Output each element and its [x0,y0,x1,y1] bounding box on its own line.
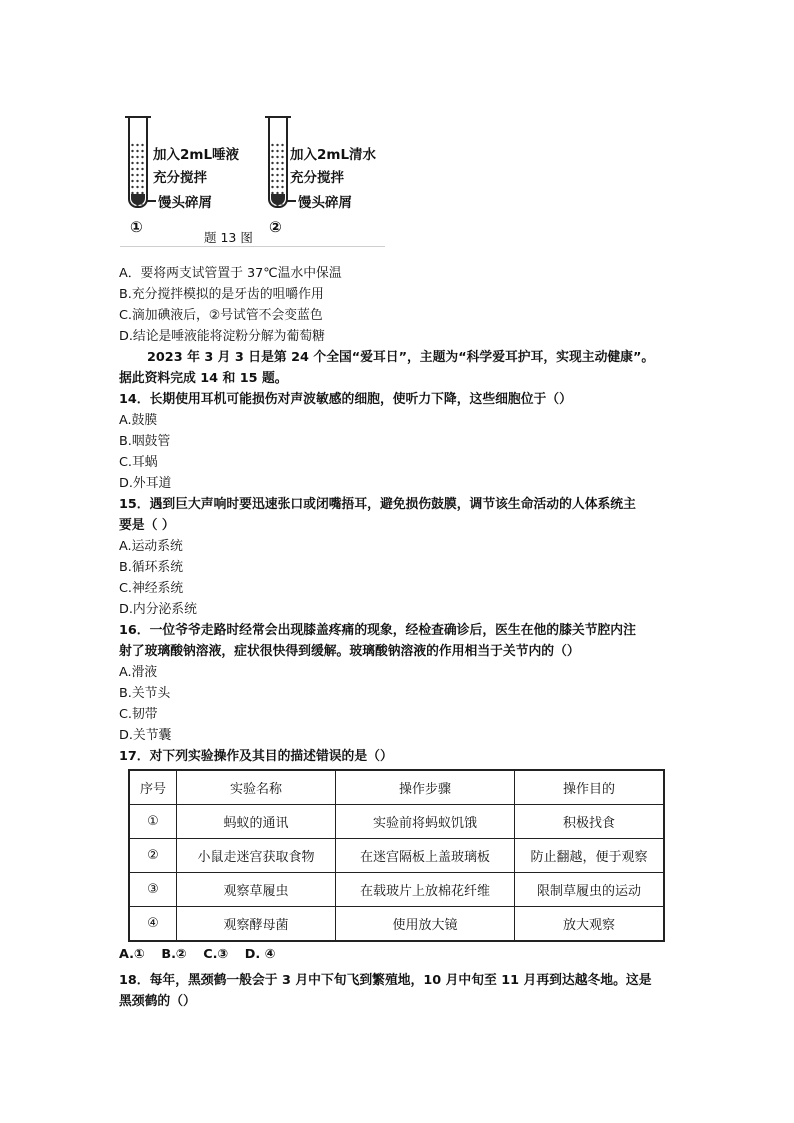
tube-2-rim [265,116,291,118]
q18-stem-line-1: 18．每年，黑颈鹤一般会于 3 月中下旬飞到繁殖地，10 月中旬至 11 月再到达越冬地。这是 [119,973,652,988]
q18-stem-line-2: 黑颈鹤的（） [119,994,196,1009]
cell-purpose: 放大观察 [515,907,665,942]
q15-stem-line-2: 要是（ ） [119,518,175,533]
tube-1-label-1: 加入2mL唾液 [153,147,240,163]
q13-option-b: B.充分搅拌模拟的是牙齿的咀嚼作用 [119,287,324,302]
test-tube-1 [128,118,148,208]
tube-1-number: ① [130,218,143,236]
q16-option-c: C.韧带 [119,707,158,722]
q13-option-a: A．要将两支试管置于 37℃温水中保温 [119,266,342,281]
cell-experiment-name: 观察酵母菌 [177,907,336,942]
cell-index: ④ [129,907,177,942]
tube-2-label-2: 充分搅拌 [290,170,344,186]
q16-stem-line-1: 16．一位爷爷走路时经常会出现膝盖疼痛的现象，经检查确诊后，医生在他的膝关节腔内注 [119,623,636,638]
cell-purpose: 积极找食 [515,805,665,839]
intro-line-1: 2023 年 3 月 3 日是第 24 个全国“爱耳日”，主题为“科学爱耳护耳，实现主动健康”。 [147,350,655,365]
q17-stem: 17．对下列实验操作及其目的描述错误的是（） [119,749,393,764]
tube-2-number: ② [269,218,282,236]
tube-2-label-1: 加入2mL清水 [290,147,377,163]
q16-stem-line-2: 射了玻璃酸钠溶液，症状很快得到缓解。玻璃酸钠溶液的作用相当于关节内的（） [119,644,580,659]
q18-block [119,970,679,1012]
q15-option-b: B.循环系统 [119,560,184,575]
q17-option-c: C.③ [203,947,229,962]
cell-procedure: 实验前将蚂蚁饥饿 [336,805,515,839]
q16-option-a: A.滑液 [119,665,158,680]
header-purpose: 操作目的 [515,770,665,805]
tube-1-label-2: 充分搅拌 [153,170,207,186]
table-row [129,873,664,907]
q14-option-c: C.耳蜗 [119,455,158,470]
header-procedure: 操作步骤 [336,770,515,805]
figure-13 [120,108,390,248]
cell-index: ② [129,839,177,873]
q15-stem-line-1: 15．遇到巨大声响时要迅速张口或闭嘴捂耳，避免损伤鼓膜，调节该生命活动的人体系统主 [119,497,636,512]
q13-option-c: C.滴加碘液后，②号试管不会变蓝色 [119,308,323,323]
table-row [129,805,664,839]
q17-option-a: A.① [119,947,145,962]
q14-option-d: D.外耳道 [119,476,172,491]
tube-2-label-3: 馒头碎屑 [298,195,352,211]
cell-index: ① [129,805,177,839]
tube-1-rim [125,116,151,118]
cell-experiment-name: 蚂蚁的通讯 [177,805,336,839]
q16-option-b: B.关节头 [119,686,171,701]
cell-experiment-name: 小鼠走迷宫获取食物 [177,839,336,873]
table-row [129,907,664,942]
q14-option-a: A.鼓膜 [119,413,158,428]
cell-procedure: 使用放大镜 [336,907,515,942]
q13-option-d: D.结论是唾液能将淀粉分解为葡萄糖 [119,329,325,344]
q15-option-c: C.神经系统 [119,581,184,596]
figure-caption: 题 13 图 [204,230,253,245]
question-text-block [119,263,679,767]
test-tube-2 [268,118,288,208]
q14-option-b: B.咽鼓管 [119,434,171,449]
q17-options [119,947,288,962]
table-header-row [129,770,664,805]
q15-option-a: A.运动系统 [119,539,183,554]
tube-1-leader [146,200,156,202]
figure-bottom-rule [120,246,385,247]
q15-option-d: D.内分泌系统 [119,602,197,617]
cell-procedure: 在迷宫隔板上盖玻璃板 [336,839,515,873]
cell-index: ③ [129,873,177,907]
cell-purpose: 防止翻越，便于观察 [515,839,665,873]
cell-experiment-name: 观察草履虫 [177,873,336,907]
q17-option-d: D. ④ [244,947,276,962]
header-index: 序号 [129,770,177,805]
q17-option-b: B.② [161,947,187,962]
header-experiment-name: 实验名称 [177,770,336,805]
tube-1-label-3: 馒头碎屑 [158,195,212,211]
intro-line-2: 据此资料完成 14 和 15 题。 [119,371,288,386]
cell-purpose: 限制草履虫的运动 [515,873,665,907]
q16-option-d: D.关节囊 [119,728,172,743]
table-row [129,839,664,873]
tube-2-leader [286,200,296,202]
cell-procedure: 在载玻片上放棉花纤维 [336,873,515,907]
experiment-table [128,769,665,942]
q14-stem: 14．长期使用耳机可能损伤对声波敏感的细胞，使听力下降，这些细胞位于（） [119,392,572,407]
